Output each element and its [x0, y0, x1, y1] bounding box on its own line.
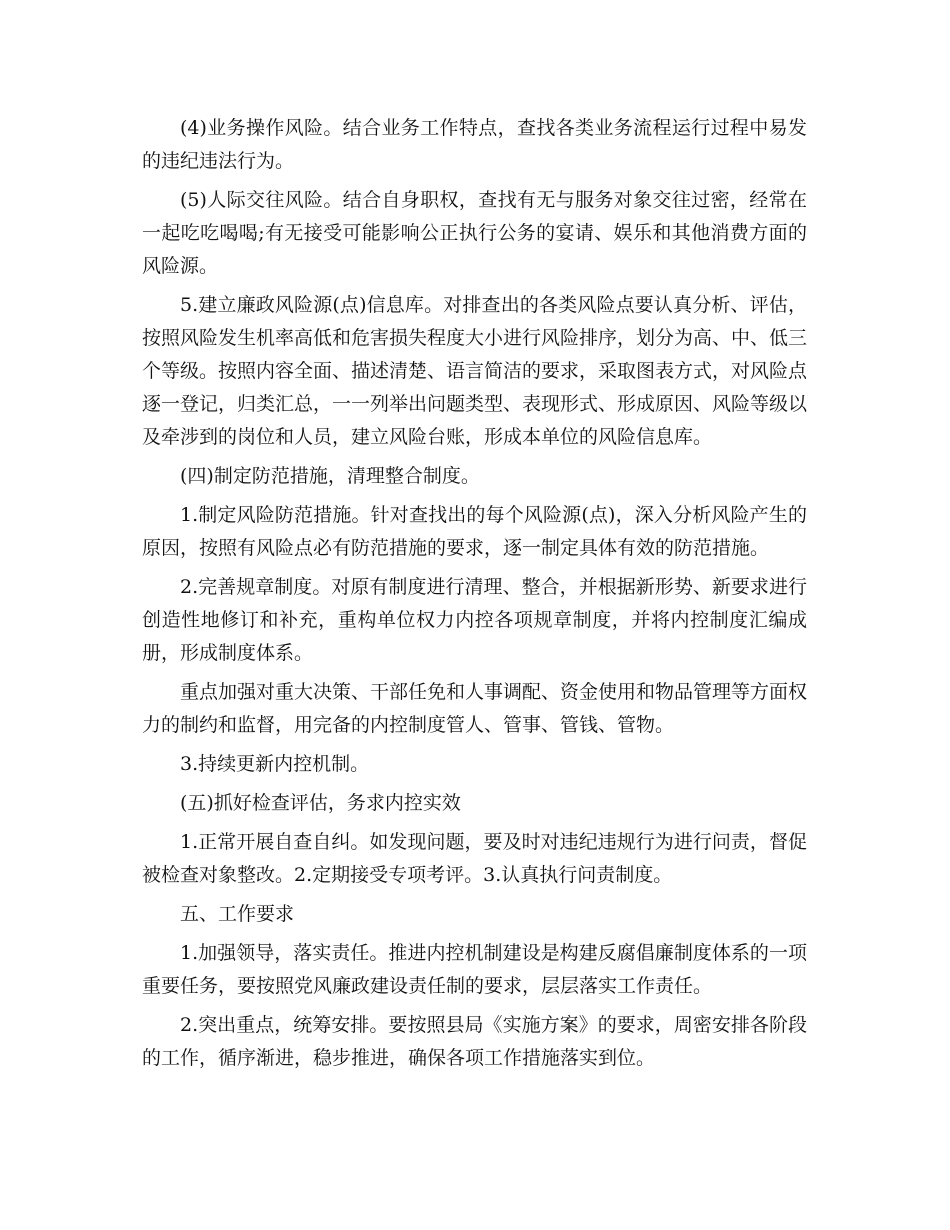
- heading-work-requirements: 五、工作要求: [180, 903, 295, 925]
- paragraph-leadership: 1.加强领导，落实责任。推进内控机制建设是构建反腐倡廉制度体系的一项重要任务，要按照党风廉政建设责任制的要求，层层落实工作责任。: [142, 942, 807, 997]
- paragraph-improve-rules: 2.完善规章制度。对原有制度进行清理、整合，并根据新形势、新要求进行创造性地修订和补充，重构单位权力内控各项规章制度，并将内控制度汇编成册，形成制度体系。: [142, 576, 807, 664]
- paragraph-key-supervision: 重点加强对重大决策、干部任免和人事调配、资金使用和物品管理等方面权力的制约和监督，用完备的内控制度管人、管事、管钱、管物。: [142, 681, 808, 736]
- paragraph-interpersonal-risk: (5)人际交往风险。结合自身职权，查找有无与服务对象交往过密，经常在一起吃吃喝喝;有无接受可能影响公正执行公务的宴请、娱乐和其他消费方面的风险源。: [142, 189, 807, 277]
- paragraph-update-mechanism: 3.持续更新内控机制。: [180, 753, 370, 775]
- paragraph-key-points: 2.突出重点，统筹安排。要按照县局《实施方案》的要求，周密安排各阶段的工作，循序渐进，稳步推进，确保各项工作措施落实到位。: [142, 1014, 807, 1069]
- document-body: [142, 112, 807, 1081]
- paragraph-self-inspection: 1.正常开展自查自纠。如发现问题，要及时对违纪违规行为进行问责，督促被检查对象整改。2.定期接受专项考评。3.认真执行问责制度。: [142, 831, 807, 886]
- heading-inspection-evaluation: (五)抓好检查评估，务求内控实效: [180, 792, 461, 814]
- paragraph-prevention-measures: 1.制定风险防范措施。针对查找出的每个风险源(点)，深入分析风险产生的原因，按照有风险点必有防范措施的要求，逐一制定具体有效的防范措施。: [142, 504, 807, 559]
- heading-prevention-measures: (四)制定防范措施，清理整合制度。: [180, 465, 480, 487]
- paragraph-business-risk: (4)业务操作风险。结合业务工作特点，查找各类业务流程运行过程中易发的违纪违法行为。: [142, 117, 807, 172]
- paragraph-risk-database: 5.建立廉政风险源(点)信息库。对排查出的各类风险点要认真分析、评估，按照风险发生机率高低和危害损失程度大小进行风险排序，划分为高、中、低三个等级。按照内容全面、描述清楚、语言简洁的要求，采取图表方式，对风险点逐一登记，归类汇总，一一列举出问题类型、表现形式、形成原因、风险等级以及牵涉到的岗位和人员，建立风险台账，形成本单位的风险信息库。: [142, 294, 808, 448]
